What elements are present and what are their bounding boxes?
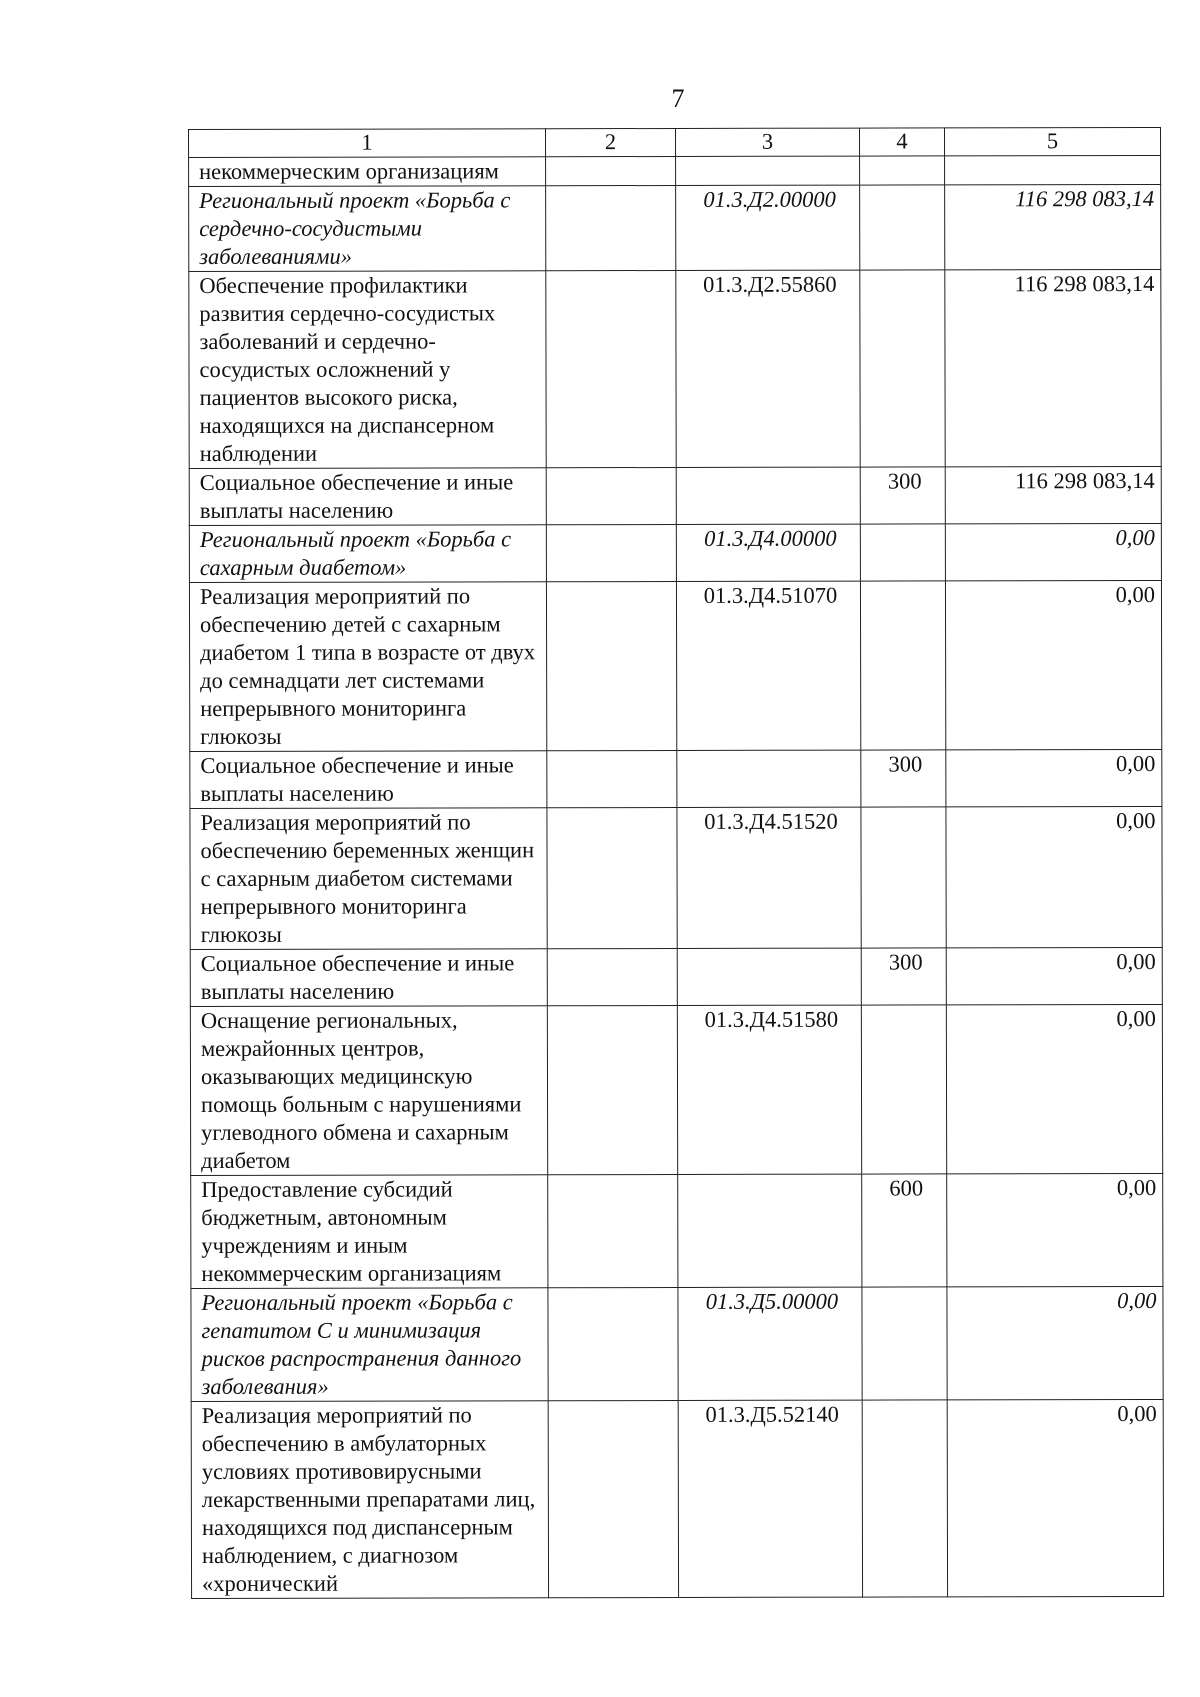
page-number: 7	[671, 84, 685, 113]
row-code-cell	[676, 156, 860, 185]
row-code-cell: 01.3.Д2.00000	[676, 185, 860, 270]
row-code-cell: 01.3.Д4.51580	[677, 1005, 861, 1174]
row-amount-cell: 0,00	[946, 749, 1162, 806]
row-col2-cell	[546, 156, 676, 185]
table-row	[189, 155, 1161, 186]
row-name-cell: некоммерческим организациям	[189, 157, 546, 187]
row-type-cell	[862, 1400, 947, 1597]
row-name-cell: Региональный проект «Борьба с гепатитом С и минимизация рисков распространения данного заболевания»	[191, 1288, 548, 1402]
row-col2-cell	[546, 581, 676, 750]
table-row	[189, 466, 1161, 525]
row-name-cell: Оснащение региональных, межрайонных центров, оказывающих медицинскую помощь больным с нарушениями углеводного обмена и сахарным диабетом	[190, 1006, 547, 1176]
row-code-cell	[677, 948, 861, 1005]
table-row	[191, 1286, 1163, 1401]
row-type-cell: 600	[862, 1174, 947, 1287]
row-type-cell	[861, 1005, 946, 1174]
row-col2-cell	[548, 1287, 678, 1400]
row-type-cell	[860, 156, 945, 185]
row-name-cell: Региональный проект «Борьба с сахарным диабетом»	[189, 525, 546, 583]
table-row	[190, 806, 1162, 949]
table-row	[189, 523, 1161, 582]
row-type-cell	[860, 185, 945, 270]
row-col2-cell	[547, 948, 677, 1005]
row-code-cell	[676, 467, 860, 524]
row-col2-cell	[547, 750, 677, 807]
table-row	[190, 1004, 1162, 1175]
row-code-cell: 01.3.Д5.00000	[678, 1287, 862, 1400]
header-cell-5: 5	[944, 127, 1160, 155]
row-type-cell	[860, 581, 945, 750]
row-name-cell: Социальное обеспечение и иные выплаты населению	[189, 468, 546, 526]
row-name-cell: Реализация мероприятий по обеспечению детей с сахарным диабетом 1 типа в возрасте от двух до семнадцати лет системами непрерывного мониторинга глюкозы	[189, 582, 546, 752]
row-type-cell	[860, 270, 945, 467]
table-row	[190, 947, 1162, 1006]
row-code-cell: 01.3.Д4.51520	[677, 807, 861, 948]
row-code-cell: 01.3.Д4.00000	[676, 524, 860, 581]
row-amount-cell: 116 298 083,14	[945, 466, 1161, 523]
row-amount-cell: 0,00	[947, 1286, 1163, 1399]
row-type-cell: 300	[860, 467, 945, 524]
header-cell-1: 1	[189, 129, 546, 158]
header-row	[189, 127, 1161, 157]
header-cell-3: 3	[676, 128, 860, 156]
row-col2-cell	[546, 524, 676, 581]
row-amount-cell: 0,00	[946, 1004, 1162, 1173]
row-code-cell: 01.3.Д4.51070	[676, 581, 860, 750]
row-code-cell: 01.3.Д5.52140	[678, 1400, 862, 1597]
row-type-cell: 300	[861, 948, 946, 1005]
row-name-cell: Социальное обеспечение и иные выплаты населению	[190, 751, 547, 809]
row-col2-cell	[546, 270, 676, 467]
row-col2-cell	[548, 1174, 678, 1287]
row-col2-cell	[546, 467, 676, 524]
row-col2-cell	[546, 185, 676, 270]
row-col2-cell	[547, 1005, 677, 1174]
row-type-cell: 300	[861, 750, 946, 807]
row-amount-cell: 0,00	[945, 580, 1161, 749]
row-name-cell: Региональный проект «Борьба с сердечно-сосудистыми заболеваниями»	[189, 186, 546, 272]
header-cell-2: 2	[546, 128, 676, 156]
row-col2-cell	[547, 807, 677, 948]
row-code-cell	[678, 1174, 862, 1287]
table-row	[191, 1399, 1163, 1598]
row-name-cell: Обеспечение профилактики развития сердечно-сосудистых заболеваний и сердечно-сосудистых осложнений у пациентов высокого риска, находящихся на диспансерном наблюдении	[189, 271, 546, 469]
row-amount-cell: 0,00	[947, 1173, 1163, 1286]
row-amount-cell: 0,00	[946, 806, 1162, 947]
row-type-cell	[860, 524, 945, 581]
row-amount-cell	[945, 155, 1161, 184]
row-name-cell: Предоставление субсидий бюджетным, автономным учреждениям и иным некоммерческим организациям	[191, 1175, 548, 1289]
row-code-cell: 01.3.Д2.55860	[676, 270, 860, 467]
row-col2-cell	[548, 1400, 678, 1597]
header-cell-4: 4	[859, 128, 944, 156]
table-row	[189, 269, 1161, 468]
row-name-cell: Реализация мероприятий по обеспечению беременных женщин с сахарным диабетом системами непрерывного мониторинга глюкозы	[190, 808, 547, 950]
row-name-cell: Социальное обеспечение и иные выплаты населению	[190, 949, 547, 1007]
row-amount-cell: 116 298 083,14	[945, 269, 1161, 466]
budget-table	[188, 127, 1164, 1599]
row-amount-cell: 0,00	[946, 947, 1162, 1004]
table-row	[189, 184, 1161, 271]
row-amount-cell: 116 298 083,14	[945, 184, 1161, 269]
table-row	[191, 1173, 1163, 1288]
row-type-cell	[862, 1287, 947, 1400]
table-row	[189, 580, 1161, 751]
row-amount-cell: 0,00	[947, 1399, 1163, 1596]
row-type-cell	[861, 807, 946, 948]
table-row	[190, 749, 1162, 808]
row-code-cell	[677, 750, 861, 807]
row-name-cell: Реализация мероприятий по обеспечению в амбулаторных условиях противовирусными лекарственными препаратами лиц, находящихся под диспансерным наблюдением, с диагнозом «хронический	[191, 1401, 548, 1599]
row-amount-cell: 0,00	[945, 523, 1161, 580]
